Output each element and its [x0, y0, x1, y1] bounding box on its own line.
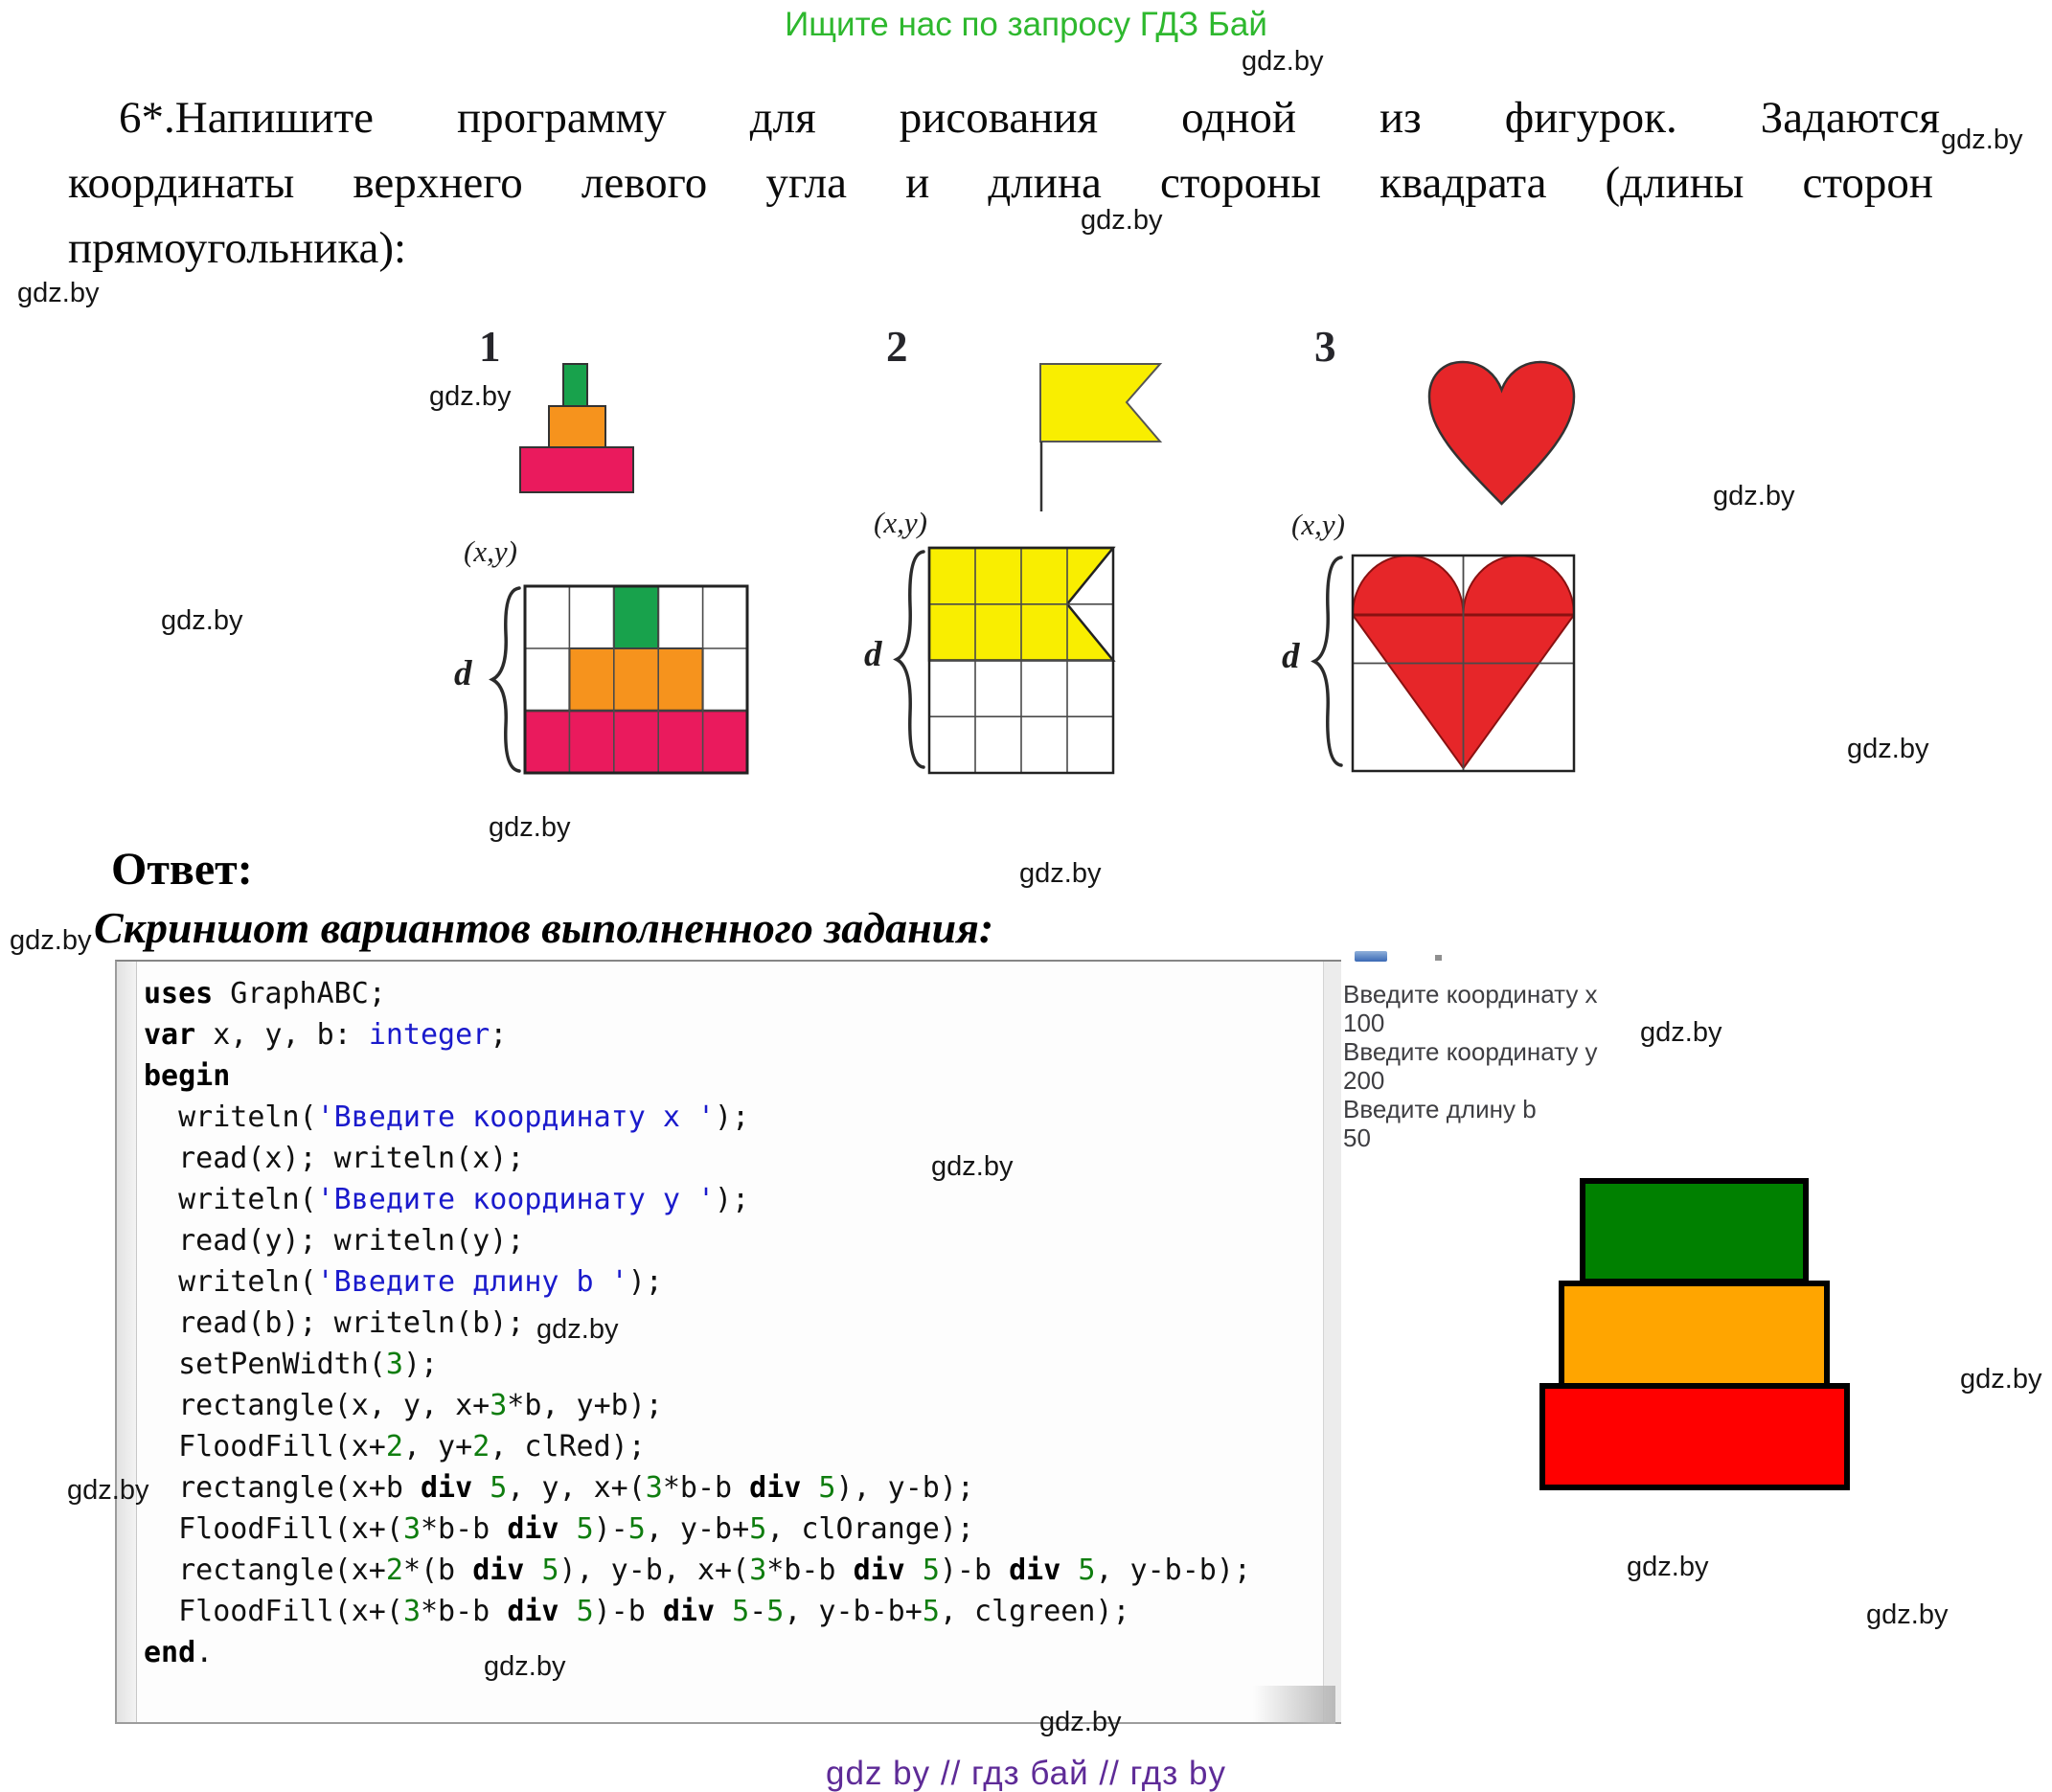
code-line: FloodFill(x+2, y+2, clRed); [144, 1430, 646, 1463]
code-line: FloodFill(x+(3*b-b div 5)-5, y-b+5, clOrange); [144, 1512, 974, 1546]
code-line: var x, y, b: integer; [144, 1018, 508, 1052]
task-text-line3: прямоугольника): [68, 223, 407, 273]
promo-banner: Ищите нас по запросу ГДЗ Бай [785, 6, 1267, 43]
console-output-line: 200 [1343, 1066, 1385, 1095]
grid-crimson-cells [525, 711, 747, 773]
console-output [1343, 980, 1598, 1152]
output-red-rectangle [1542, 1386, 1847, 1487]
figure-1-tower [520, 364, 633, 492]
dimension-brace [897, 552, 923, 767]
editor-right-scrollbar [1323, 962, 1341, 1722]
dimension-brace [1314, 557, 1341, 765]
figure-1-coords-label: (x,y) [464, 534, 517, 568]
watermark: gdz.by [161, 605, 243, 636]
code-line: rectangle(x+2*(b div 5), y-b, x+(3*b-b div 5)-b div 5, y-b-b); [144, 1554, 1251, 1587]
code-line: read(b); writeln(b); [144, 1306, 525, 1340]
watermark: gdz.by [17, 278, 100, 308]
watermark: gdz.by [1866, 1599, 1949, 1630]
task-text-line2: координаты верхнего левого угла и длина стороны квадрата (длины сторон [68, 158, 1933, 208]
watermark: gdz.by [536, 1314, 619, 1345]
dimension-brace [492, 588, 519, 771]
watermark: gdz.by [1960, 1364, 2042, 1395]
console-output-line: Введите координату y [1343, 1037, 1598, 1066]
code-line: uses GraphABC; [144, 977, 386, 1010]
code-editor-window [115, 960, 1343, 1724]
watermark: gdz.by [1941, 125, 2023, 155]
watermark: gdz.by [429, 381, 512, 412]
code-line: begin [144, 1059, 231, 1093]
watermark: gdz.by [1081, 205, 1163, 236]
figure-3-coords-label: (x,y) [1291, 508, 1345, 541]
console-output-line: Введите длину b [1343, 1095, 1537, 1123]
code-line: end. [144, 1636, 214, 1669]
code-line: read(x); writeln(x); [144, 1142, 525, 1175]
figure-1-size-label: d [454, 654, 472, 693]
figure-1-grid [492, 586, 747, 773]
tower-green-block [563, 364, 587, 408]
output-orange-rectangle [1562, 1283, 1827, 1386]
console-output-line: Введите координату x [1343, 980, 1598, 1009]
code-line: FloodFill(x+(3*b-b div 5)-b div 5-5, y-b-b+5, clgreen); [144, 1595, 1130, 1628]
code-line: rectangle(x+b div 5, y, x+(3*b-b div 5), y-b); [144, 1471, 974, 1505]
console-output-line: 50 [1343, 1123, 1371, 1152]
editor-left-gutter [117, 962, 137, 1722]
task-text-line1: 6*.Напишите программу для рисования одной из фигурок. Задаются [119, 93, 1940, 143]
watermark: gdz.by [10, 925, 92, 956]
figure-1-label: 1 [479, 323, 501, 371]
figure-2-label: 2 [886, 323, 908, 371]
figure-3-heart [1429, 362, 1574, 504]
figure-2-flag [1040, 364, 1160, 511]
tower-orange-block [549, 406, 605, 448]
watermark: gdz.by [931, 1151, 1014, 1182]
answer-heading: Ответ: [111, 844, 253, 895]
tower-crimson-block [520, 447, 633, 492]
figure-3-grid [1314, 556, 1574, 771]
watermark: gdz.by [67, 1475, 149, 1506]
figures-illustration [0, 316, 2052, 795]
figure-2-coords-label: (x,y) [874, 506, 927, 539]
watermark: gdz.by [1242, 46, 1324, 77]
watermark: gdz.by [1019, 858, 1102, 889]
watermark: gdz.by [489, 812, 571, 843]
figure-2-grid [897, 548, 1113, 773]
figure-3-label: 3 [1314, 323, 1336, 371]
watermark: gdz.by [1640, 1017, 1722, 1048]
figure-2-size-label: d [864, 635, 882, 674]
watermark: gdz.by [1847, 734, 1929, 764]
code-line: setPenWidth(3); [144, 1348, 439, 1381]
console-output-line: 100 [1343, 1009, 1385, 1037]
window-artifact-dot [1435, 955, 1442, 961]
figure-3-size-label: d [1282, 637, 1300, 676]
watermark: gdz.by [1713, 481, 1795, 511]
code-line: writeln('Введите координату y '); [144, 1183, 750, 1216]
drawn-tower-output [1533, 1173, 1863, 1499]
grid-orange-cells [569, 648, 702, 711]
heart-shape [1429, 362, 1574, 504]
window-title-artifact [1355, 951, 1387, 962]
answer-subheading: Скриншот вариантов выполненного задания: [94, 903, 994, 952]
code-line: read(y); writeln(y); [144, 1224, 525, 1258]
code-line: writeln('Введите координату x '); [144, 1100, 750, 1134]
code-lines [144, 973, 1320, 1673]
grid-green-cell [614, 586, 658, 648]
watermark: gdz.by [1627, 1552, 1709, 1582]
code-line: rectangle(x, y, x+3*b, y+b); [144, 1389, 663, 1422]
watermark: gdz.by [1039, 1707, 1122, 1737]
watermark: gdz.by [484, 1651, 566, 1682]
footer-links: gdz by // гдз бай // гдз by [826, 1755, 1226, 1792]
output-green-rectangle [1583, 1181, 1806, 1282]
scrollbar-corner [1253, 1686, 1335, 1724]
flag-shape [1040, 364, 1160, 442]
code-line: writeln('Введите длину b '); [144, 1265, 663, 1299]
